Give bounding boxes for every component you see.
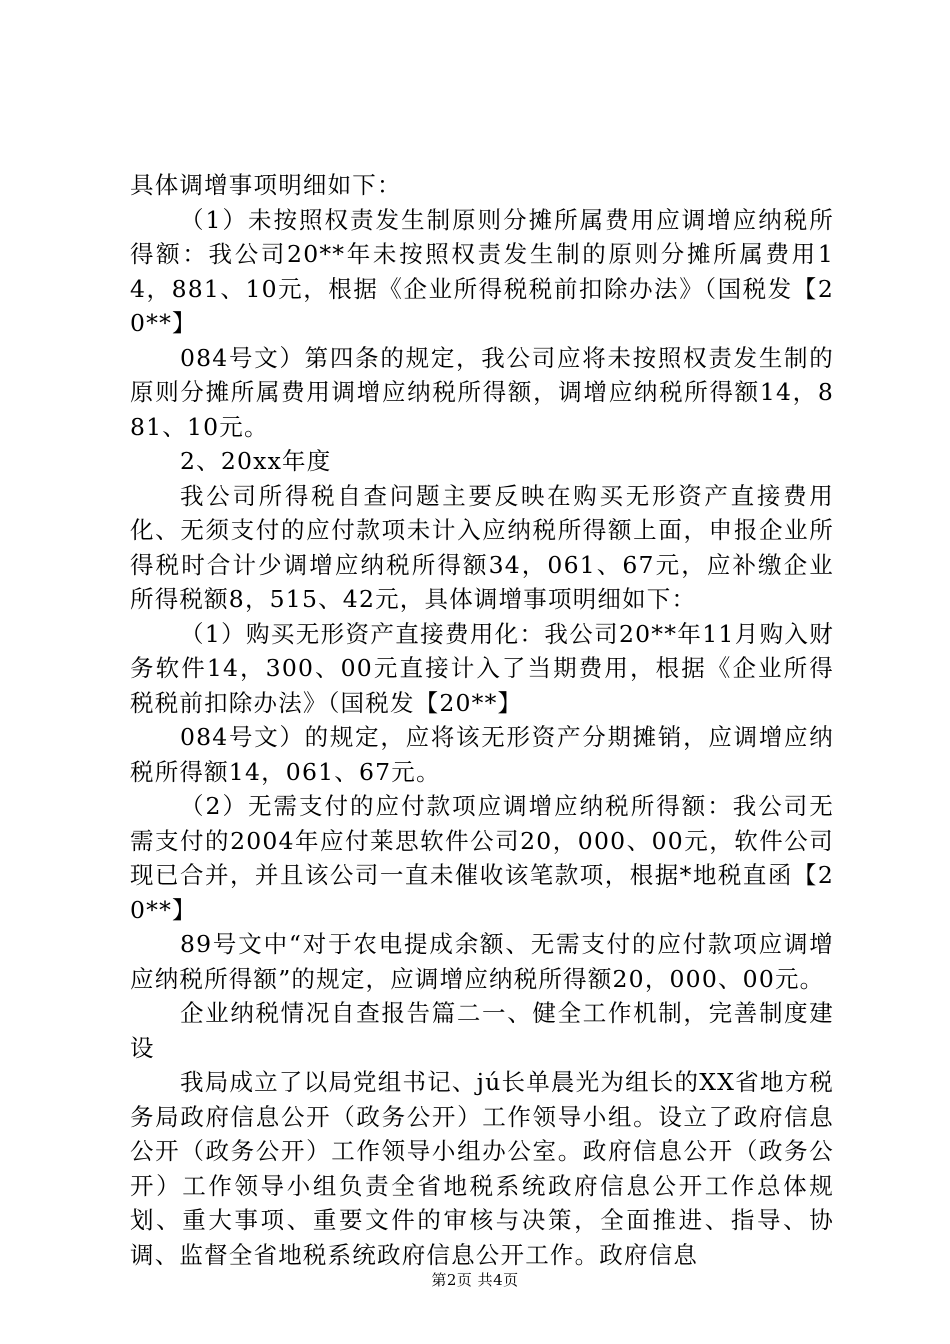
paragraph: 89号文中“对于农电提成余额、无需支付的应付款项应调增应纳税所得额”的规定，应调增应纳税所得额20，000、00元。 xyxy=(130,930,834,993)
paragraph: 084号文）第四条的规定，我公司应将未按照权责发生制的原则分摊所属费用调增应纳税所得额，调增应纳税所得额14，881、10元。 xyxy=(130,343,834,441)
paragraph: （1）未按照权责发生制原则分摊所属费用应调增应纳税所得额：我公司20**年未按照权责发生制的原则分摊所属费用14，881、10元，根据《企业所得税税前扣除办法》（国税发【20**】 xyxy=(130,205,834,337)
paragraph: 具体调增事项明细如下： xyxy=(130,171,402,199)
paragraph: （1）购买无形资产直接费用化：我公司20**年11月购入财务软件14，300、00元直接计入了当期费用，根据《企业所得税税前扣除办法》（国税发【20**】 xyxy=(130,619,834,717)
paragraph: 企业纳税情况自查报告篇二一、健全工作机制，完善制度建设 xyxy=(130,999,834,1062)
paragraph: 我局成立了以局党组书记、jú长单晨光为组长的XX省地方税务局政府信息公开（政务公开）工作领导小组。设立了政府信息公开（政务公开）工作领导小组办公室。政府信息公开（政务公开）工作领导小组负责全省地税系统政府信息公开工作总体规划、重大事项、重要文件的审核与决策，全面推进、指导、协调、监督全省地税系统政府信息公开工作。政府信息 xyxy=(130,1068,834,1269)
page-number-footer: 第2页 共4页 xyxy=(431,1271,519,1289)
paragraph: 084号文）的规定，应将该无形资产分期摊销，应调增应纳税所得额14，061、67元。 xyxy=(130,723,834,786)
paragraph: 我公司所得税自查问题主要反映在购买无形资产直接费用化、无须支付的应付款项未计入应纳税所得额上面，申报企业所得税时合计少调增应纳税所得额34，061、67元，应补缴企业所得税额8，515、42元，具体调增事项明细如下： xyxy=(130,481,834,613)
document-body xyxy=(130,168,834,1272)
paragraph: （2）无需支付的应付款项应调增应纳税所得额：我公司无需支付的2004年应付莱思软件公司20，000、00元，软件公司现已合并，并且该公司一直未催收该笔款项，根据*地税直函【20**】 xyxy=(130,792,834,924)
paragraph: 2、20xx年度 xyxy=(180,447,332,475)
